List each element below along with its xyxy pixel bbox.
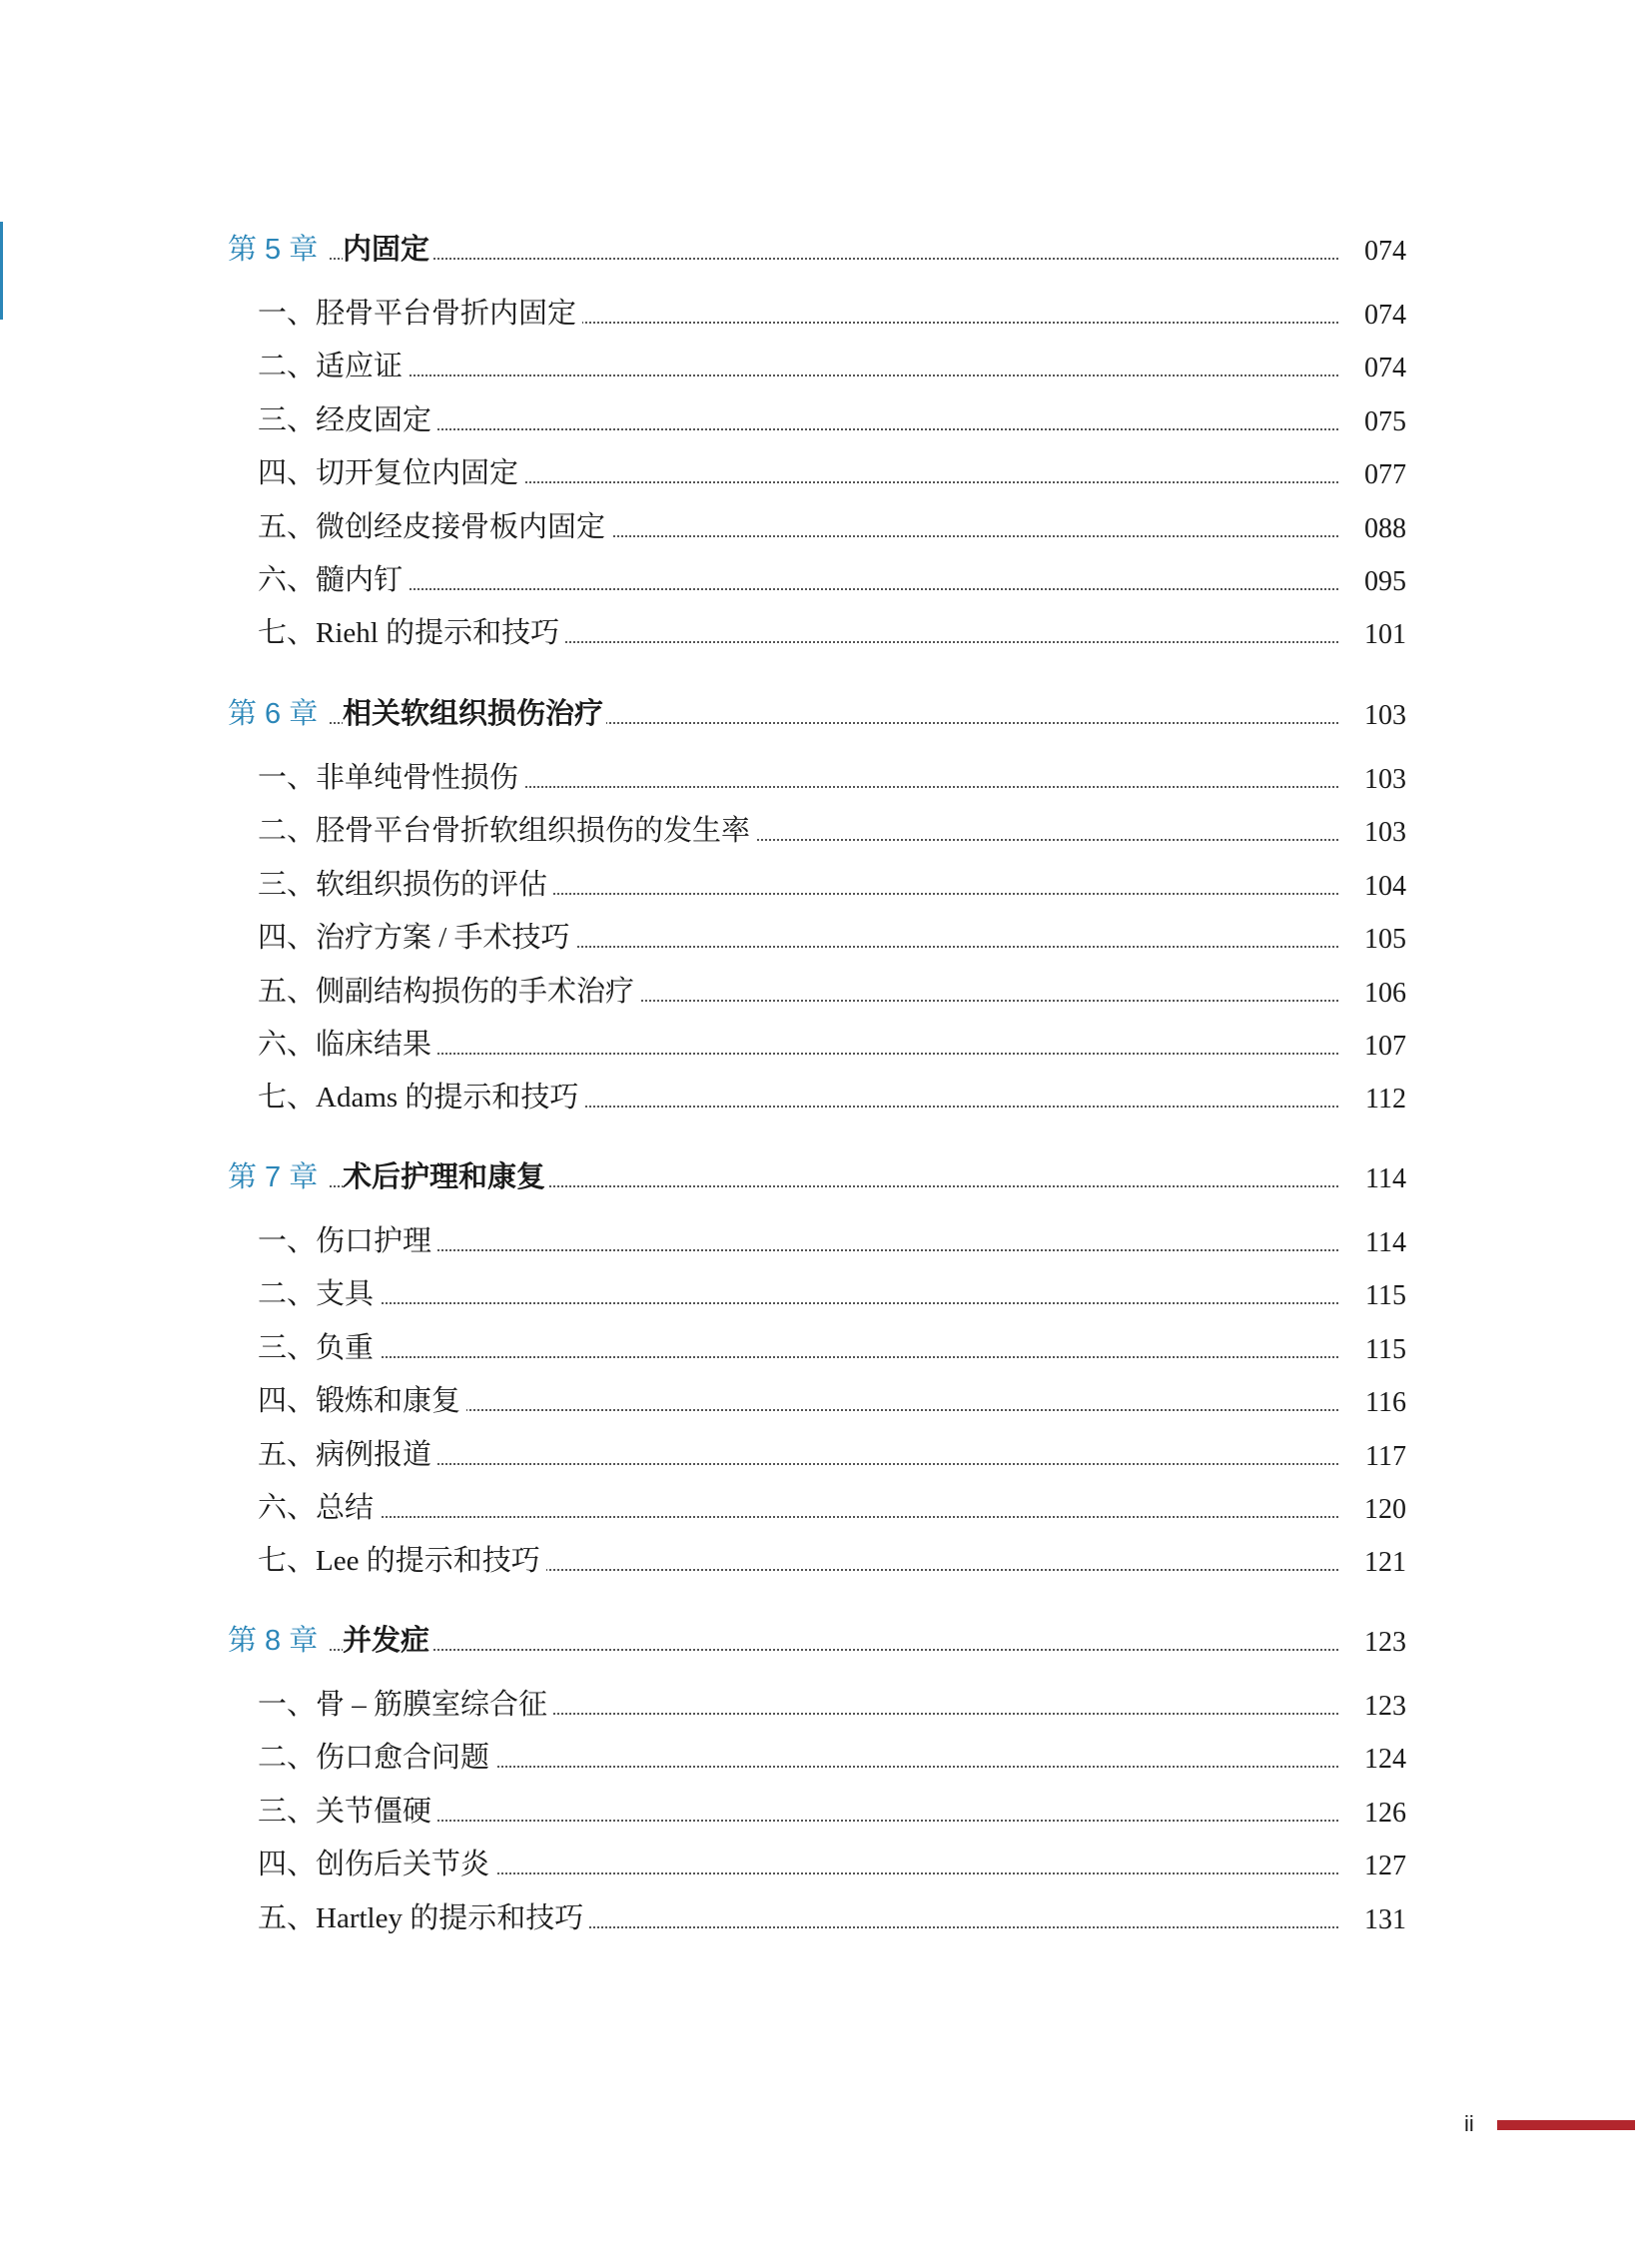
toc-section-row[interactable] [0,916,1652,962]
section-title: 六、髓内钉 [258,557,409,598]
toc-section-row[interactable] [0,292,1652,338]
section-page-number: 101 [1344,619,1406,651]
section-title: 一、胫骨平台骨折内固定 [258,291,582,332]
toc-section-row[interactable] [0,970,1652,1016]
section-title: 一、伤口护理 [258,1218,437,1259]
section-title: 二、伤口愈合问题 [258,1735,495,1776]
section-title: 七、Adams 的提示和技巧 [258,1075,584,1116]
toc-section-row[interactable] [0,1736,1652,1782]
section-title: 一、非单纯骨性损伤 [258,755,524,796]
toc-chapter-row[interactable] [0,228,1652,274]
toc-section-row[interactable] [0,1683,1652,1729]
section-page-number: 077 [1344,459,1406,491]
section-title: 三、负重 [258,1325,380,1366]
section-page-number: 114 [1344,1227,1406,1259]
dot-leader [330,1820,1338,1822]
toc-section-row[interactable] [0,1433,1652,1479]
toc-section-row[interactable] [0,756,1652,802]
section-page-number: 123 [1344,1691,1406,1723]
section-page-number: 105 [1344,924,1406,956]
dot-leader [330,258,1338,260]
chapter-page-number: 074 [1344,236,1406,268]
dot-leader [330,1302,1338,1304]
toc-section-row[interactable] [0,1486,1652,1532]
section-title: 五、微创经皮接骨板内固定 [258,504,611,545]
section-title: 五、Hartley 的提示和技巧 [258,1895,589,1936]
toc-section-row[interactable] [0,1219,1652,1265]
section-page-number: 117 [1344,1441,1406,1473]
section-title: 六、临床结果 [258,1022,437,1063]
dot-leader [330,1053,1338,1055]
section-title: 四、治疗方案 / 手术技巧 [258,915,576,956]
chapter-number: 第 5 章 [228,234,319,266]
section-page-number: 103 [1344,764,1406,796]
section-page-number: 127 [1344,1851,1406,1882]
chapter-title: 内固定 [343,227,432,268]
toc-section-row[interactable] [0,611,1652,657]
section-page-number: 115 [1344,1280,1406,1312]
section-page-number: 075 [1344,406,1406,438]
section-page-number: 120 [1344,1494,1406,1526]
section-title: 五、病例报道 [258,1432,437,1473]
chapter-title: 相关软组织损伤治疗 [343,691,606,732]
toc-section-row[interactable] [0,345,1652,390]
section-page-number: 074 [1344,300,1406,332]
toc-chapter-row[interactable] [0,1619,1652,1665]
section-page-number: 124 [1344,1744,1406,1776]
section-page-number: 088 [1344,513,1406,545]
section-page-number: 103 [1344,817,1406,849]
chapter-number: 第 7 章 [228,1161,319,1193]
section-page-number: 112 [1344,1084,1406,1116]
toc-section-row[interactable] [0,809,1652,855]
section-page-number: 095 [1344,566,1406,598]
toc-section-row[interactable] [0,1790,1652,1836]
toc-chapter-row[interactable] [0,1155,1652,1201]
section-title: 五、侧副结构损伤的手术治疗 [258,969,640,1010]
section-page-number: 115 [1344,1334,1406,1366]
footer-accent-bar [1497,2120,1635,2130]
section-title: 三、关节僵硬 [258,1789,437,1830]
section-page-number: 104 [1344,871,1406,903]
toc-section-row[interactable] [0,1023,1652,1069]
toc-section-row[interactable] [0,1539,1652,1585]
section-title: 七、Lee 的提示和技巧 [258,1538,546,1579]
chapter-title: 并发症 [343,1618,432,1659]
section-title: 一、骨 – 筋膜室综合征 [258,1682,553,1723]
dot-leader [330,428,1338,430]
dot-leader [330,1516,1338,1518]
toc-section-row[interactable] [0,1379,1652,1425]
section-page-number: 121 [1344,1547,1406,1579]
section-title: 三、软组织损伤的评估 [258,862,553,903]
toc-section-row[interactable] [0,863,1652,909]
chapter-title: 术后护理和康复 [343,1154,548,1195]
toc-section-row[interactable] [0,1843,1652,1888]
dot-leader [330,1463,1338,1465]
section-title: 四、创伤后关节炎 [258,1842,495,1882]
dot-leader [330,1249,1338,1251]
toc-section-row[interactable] [0,1272,1652,1318]
dot-leader [330,588,1338,590]
section-page-number: 107 [1344,1031,1406,1063]
section-page-number: 116 [1344,1387,1406,1419]
section-title: 二、胫骨平台骨折软组织损伤的发生率 [258,808,756,849]
chapter-page-number: 123 [1344,1627,1406,1659]
toc-section-row[interactable] [0,1326,1652,1372]
toc-section-row[interactable] [0,1076,1652,1121]
dot-leader [330,374,1338,376]
section-page-number: 074 [1344,353,1406,384]
section-title: 六、总结 [258,1485,380,1526]
chapter-number: 第 6 章 [228,698,319,730]
toc-chapter-row[interactable] [0,692,1652,738]
toc-section-row[interactable] [0,558,1652,604]
section-title: 二、支具 [258,1271,380,1312]
section-title: 三、经皮固定 [258,397,437,438]
section-page-number: 126 [1344,1798,1406,1830]
toc-section-row[interactable] [0,398,1652,444]
chapter-page-number: 114 [1344,1163,1406,1195]
toc-section-row[interactable] [0,1896,1652,1942]
chapter-number: 第 8 章 [228,1625,319,1657]
dot-leader [330,1409,1338,1411]
section-page-number: 106 [1344,978,1406,1010]
section-title: 四、切开复位内固定 [258,450,524,491]
toc-section-row[interactable] [0,451,1652,497]
section-page-number: 131 [1344,1904,1406,1936]
chapter-page-number: 103 [1344,700,1406,732]
dot-leader [330,1649,1338,1651]
section-title: 二、适应证 [258,344,409,384]
toc-section-row[interactable] [0,505,1652,551]
footer-page-number: ii [1464,2111,1474,2136]
section-title: 七、Riehl 的提示和技巧 [258,610,565,651]
section-title: 四、锻炼和康复 [258,1378,466,1419]
dot-leader [330,1356,1338,1358]
